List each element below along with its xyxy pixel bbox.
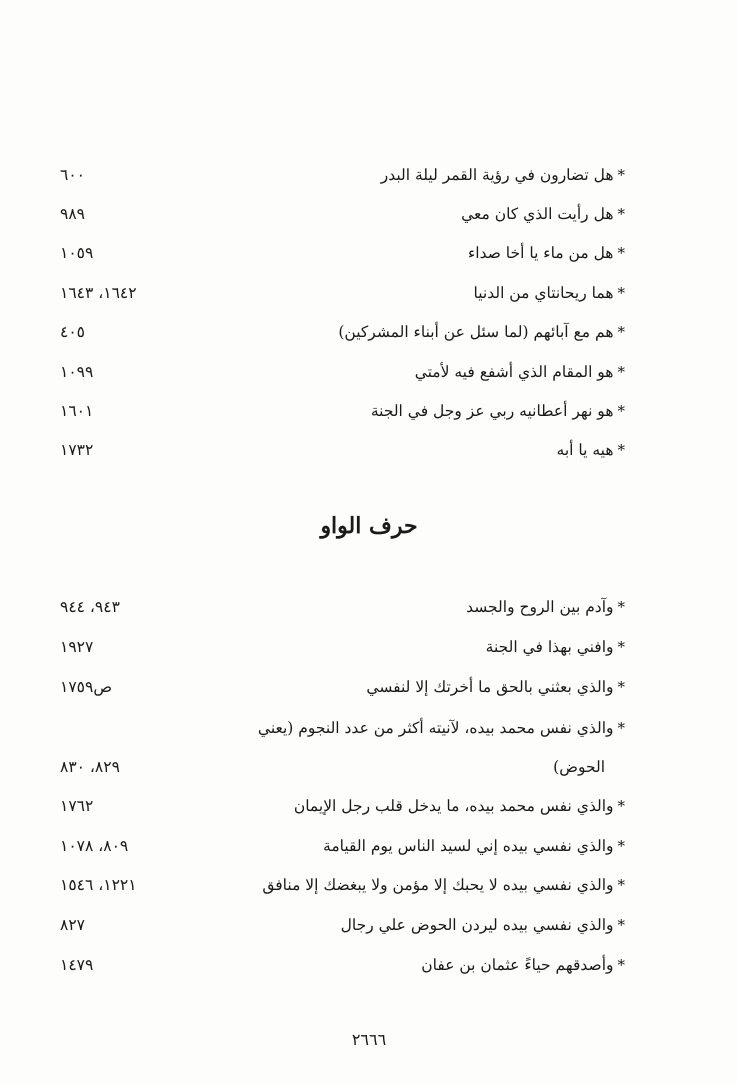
hadith-text: هل من ماء يا أخا صداء	[467, 244, 614, 262]
bullet-star: *	[617, 284, 625, 302]
bullet-star: *	[617, 441, 625, 459]
list-item	[60, 632, 625, 662]
list-item	[60, 238, 625, 268]
hadith-text: الحوض)	[553, 758, 605, 776]
hadith-text: وافني بهذا في الجنة	[485, 638, 614, 656]
hadith-text: والذي نفسي بيده لا يحبك إلا مؤمن ولا يبغضك إلا منافق	[262, 876, 614, 894]
hadith-ref: ١٦٠١	[60, 402, 94, 420]
bullet-star: *	[617, 323, 625, 341]
hadith-text: هو نهر أعطانيه ربي عز وجل في الجنة	[370, 402, 614, 420]
hadith-ref: ٩٤٣، ٩٤٤	[60, 598, 120, 616]
hadith-text: هو المقام الذي أشفع فيه لأمتي	[414, 363, 614, 381]
section-heading: حرف الواو	[320, 513, 418, 539]
hadith-ref: ٤٠٥	[60, 323, 85, 341]
hadith-ref: ٦٠٠	[60, 166, 85, 184]
list-item	[60, 317, 625, 347]
hadith-ref: ١٠٥٩	[60, 244, 94, 262]
bullet-star: *	[617, 916, 625, 934]
list-item	[60, 357, 625, 387]
hadith-ref: ٩٨٩	[60, 205, 85, 223]
list-item	[60, 713, 625, 743]
hadith-ref: ١٢٢١، ١٥٤٦	[60, 876, 137, 894]
hadith-ref: ١٩٢٧	[60, 638, 94, 656]
hadith-text: وأصدقهم حياءً عثمان بن عفان	[421, 956, 614, 974]
list-item	[60, 831, 625, 861]
page-number: ٢٦٦٦	[351, 1030, 387, 1049]
hadith-text: والذي نفسي بيده ليردن الحوض علي رجال	[340, 916, 614, 934]
bullet-star: *	[617, 837, 625, 855]
hadith-text: والذي نفسي بيده إني لسيد الناس يوم القيامة	[323, 837, 614, 855]
hadith-ref: ٨٢٩، ٨٣٠	[60, 758, 120, 776]
list-item	[60, 435, 625, 465]
hadith-ref: ٨٢٧	[60, 916, 85, 934]
hadith-ref: ١٤٧٩	[60, 956, 94, 974]
list-item	[60, 950, 625, 980]
bullet-star: *	[617, 876, 625, 894]
hadith-ref: ٨٠٩، ١٠٧٨	[60, 837, 129, 855]
bullet-star: *	[617, 598, 625, 616]
bullet-star: *	[617, 678, 625, 696]
bullet-star: *	[617, 363, 625, 381]
hadith-text: هم مع آبائهم (لما سئل عن أبناء المشركين)	[338, 323, 614, 341]
list-item	[60, 592, 625, 622]
hadith-text: هما ريحانتاي من الدنيا	[473, 284, 614, 302]
hadith-ref: ١٧٦٢	[60, 797, 94, 815]
bullet-star: *	[617, 166, 625, 184]
hadith-ref: ١٧٣٢	[60, 441, 94, 459]
hadith-text: هل رأيت الذي كان معي	[461, 205, 614, 223]
bullet-star: *	[617, 205, 625, 223]
hadith-text: والذي نفس محمد بيده، لآنيته أكثر من عدد النجوم (يعني	[257, 719, 614, 737]
hadith-ref: ١٦٤٢، ١٦٤٣	[60, 284, 137, 302]
list-item	[60, 160, 625, 190]
bullet-star: *	[617, 797, 625, 815]
list-item	[60, 672, 625, 702]
hadith-text: هل تضارون في رؤية القمر ليلة البدر	[380, 166, 614, 184]
list-item	[60, 910, 625, 940]
bullet-star: *	[617, 719, 625, 737]
list-item	[60, 791, 625, 821]
bullet-star: *	[617, 638, 625, 656]
hadith-text: والذي بعثني بالحق ما أخرتك إلا لنفسي	[366, 678, 614, 696]
bullet-star: *	[617, 402, 625, 420]
list-item	[60, 278, 625, 308]
list-item	[60, 396, 625, 426]
hadith-ref: ص١٧٥٩	[60, 678, 113, 696]
hadith-ref: ١٠٩٩	[60, 363, 94, 381]
hadith-text: والذي نفس محمد بيده، ما يدخل قلب رجل الإيمان	[293, 797, 614, 815]
hadith-text: هيه يا أبه	[556, 441, 614, 459]
list-item	[60, 199, 625, 229]
hadith-text: وآدم بين الروح والجسد	[466, 598, 614, 616]
bullet-star: *	[617, 956, 625, 974]
bullet-star: *	[617, 244, 625, 262]
list-item	[60, 870, 625, 900]
list-item-continuation	[60, 752, 625, 782]
